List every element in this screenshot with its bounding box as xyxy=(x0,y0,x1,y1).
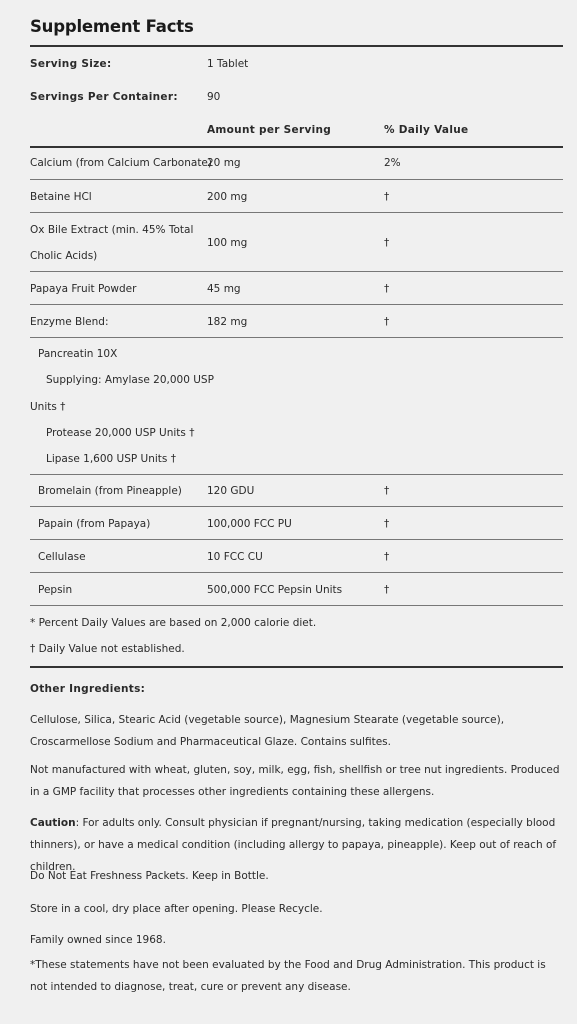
daily-value-column-header: % Daily Value xyxy=(384,124,469,136)
nutrient-daily-value: † xyxy=(384,316,390,328)
amount-column-header: Amount per Serving xyxy=(207,124,332,136)
row-divider xyxy=(30,539,563,540)
enzyme-amount: 10 FCC CU xyxy=(207,551,263,563)
nutrient-daily-value: † xyxy=(384,237,390,249)
enzyme-amount: 500,000 FCC Pepsin Units xyxy=(207,584,343,596)
enzyme-daily-value: † xyxy=(384,551,390,563)
enzyme-name: Cellulase xyxy=(38,551,86,563)
row-divider xyxy=(30,474,563,475)
enzyme-name: Papain (from Papaya) xyxy=(38,518,151,530)
servings-per-container-value: 90 xyxy=(207,91,221,103)
enzyme-daily-value: † xyxy=(384,485,390,497)
serving-size-label: Serving Size: xyxy=(30,58,112,70)
freshness-statement: Do Not Eat Freshness Packets. Keep in Bottle. xyxy=(30,870,269,882)
nutrient-daily-value: 2% xyxy=(384,157,401,169)
nutrient-amount: 100 mg xyxy=(207,237,248,249)
row-divider xyxy=(30,605,563,606)
caution-label: Caution xyxy=(30,817,76,829)
ingredients-text: Cellulose, Silica, Stearic Acid (vegetable source), Magnesium Stearate (vegetable source), Croscarmellose Sodium and Pharmaceutical Glaze. Contains sulfites. xyxy=(30,714,505,748)
nutrient-amount: 45 mg xyxy=(207,283,241,295)
row-divider xyxy=(30,179,563,180)
nutrient-name: Papaya Fruit Powder xyxy=(30,283,137,295)
allergen-statement: Not manufactured with wheat, gluten, soy, milk, egg, fish, shellfish or tree nut ingredients. Produced in a GMP facility that processes other ingredients containing these allergens. xyxy=(30,764,560,798)
servings-per-container-label: Servings Per Container: xyxy=(30,91,178,103)
enzyme-amount: 100,000 FCC PU xyxy=(207,518,292,530)
nutrient-name-continued: Cholic Acids) xyxy=(30,250,98,262)
storage-statement: Store in a cool, dry place after opening. Please Recycle. xyxy=(30,903,323,915)
header-divider xyxy=(30,146,563,148)
blend-supplying: Supplying: Amylase 20,000 USP xyxy=(46,374,214,386)
caution-text: : For adults only. Consult physician if pregnant/nursing, taking medication (especially blood thinners), or have a medical condition (including allergy to papaya, pineapple). Keep out of reach of children. xyxy=(30,817,557,873)
enzyme-daily-value: † xyxy=(384,518,390,530)
row-divider xyxy=(30,212,563,213)
enzyme-daily-value: † xyxy=(384,584,390,596)
enzyme-name: Bromelain (from Pineapple) xyxy=(38,485,182,497)
title-divider xyxy=(30,45,563,47)
blend-pancreatin: Pancreatin 10X xyxy=(38,348,118,360)
nutrient-name: Betaine HCl xyxy=(30,191,92,203)
nutrient-amount: 20 mg xyxy=(207,157,241,169)
percent-dv-footnote: * Percent Daily Values are based on 2,000 calorie diet. xyxy=(30,617,317,629)
nutrient-name: Ox Bile Extract (min. 45% Total xyxy=(30,224,194,236)
row-divider xyxy=(30,506,563,507)
nutrient-daily-value: † xyxy=(384,283,390,295)
row-divider xyxy=(30,572,563,573)
enzyme-name: Pepsin xyxy=(38,584,73,596)
fda-disclaimer: *These statements have not been evaluated by the Food and Drug Administration. This product is not intended to diagnose, treat, cure or prevent any disease. xyxy=(30,959,546,993)
nutrient-name: Calcium (from Calcium Carbonate) xyxy=(30,157,212,169)
blend-supplying-continued: Units † xyxy=(30,401,66,413)
blend-protease: Protease 20,000 USP Units † xyxy=(46,427,195,439)
panel-title: Supplement Facts xyxy=(30,17,194,36)
serving-size-value: 1 Tablet xyxy=(207,58,249,70)
row-divider xyxy=(30,337,563,338)
blend-lipase: Lipase 1,600 USP Units † xyxy=(46,453,176,465)
nutrient-amount: 182 mg xyxy=(207,316,248,328)
section-divider xyxy=(30,666,563,668)
row-divider xyxy=(30,271,563,272)
nutrient-daily-value: † xyxy=(384,191,390,203)
nutrient-amount: 200 mg xyxy=(207,191,248,203)
family-statement: Family owned since 1968. xyxy=(30,934,166,946)
nutrient-name: Enzyme Blend: xyxy=(30,316,109,328)
other-ingredients-heading: Other Ingredients: xyxy=(30,683,146,695)
dagger-footnote: † Daily Value not established. xyxy=(30,643,185,655)
enzyme-amount: 120 GDU xyxy=(207,485,255,497)
row-divider xyxy=(30,304,563,305)
